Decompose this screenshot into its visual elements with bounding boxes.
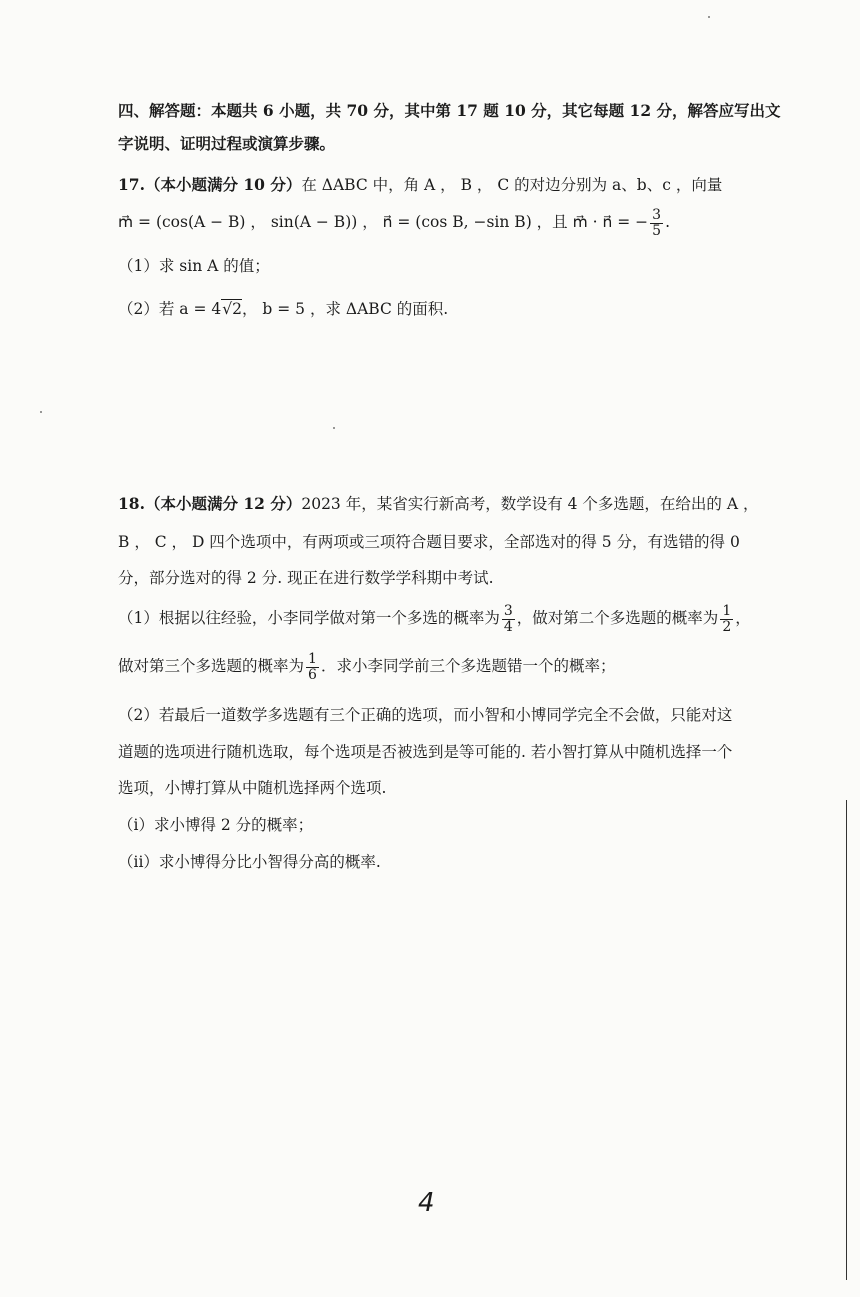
q17-fraction <box>650 208 663 238</box>
frac-den: 2 <box>722 618 732 635</box>
q17-stem <box>118 177 722 194</box>
q18-part2-line3: 选项，小博打算从中随机选择两个选项. <box>118 779 387 797</box>
q18-part2-line2: 道题的选项进行随机选取，每个选项是否被选到是等可能的. 若小智打算从中随机选择一个 <box>118 743 733 761</box>
frac-den: 6 <box>308 666 317 683</box>
q17-part2-b: ， b = 5 ，求 ΔABC 的面积. <box>241 300 449 318</box>
q17-stem-text: 在 ΔABC 中，角 A ， B ， C 的对边分别为 a、b、c ，向量 <box>301 176 723 194</box>
scan-speck <box>333 427 335 429</box>
q18-header: 18.（本小题满分 12 分） <box>118 494 302 513</box>
q17-period: . <box>665 213 670 232</box>
q18-p1-c: ， <box>735 609 751 628</box>
q18-sub-i: （i）求小博得 2 分的概率； <box>118 816 314 834</box>
q17-header: 17.（本小题满分 10 分） <box>118 175 302 194</box>
q17-part2-a: （2）若 a = 4 <box>118 300 222 318</box>
q18-p1-b: ，做对第二个多选题的概率为 <box>516 609 719 628</box>
frac-num: 1 <box>722 603 732 619</box>
q18-sub-ii: （ii）求小博得分比小智得分高的概率. <box>118 853 381 871</box>
page-number: 4 <box>418 1188 435 1218</box>
q18-frac-3-4 <box>502 604 515 634</box>
q18-part2-line1: （2）若最后一道数学多选题有三个正确的选项，而小智和小博同学完全不会做，只能对这 <box>118 706 733 724</box>
q18-frac-1-2 <box>720 604 733 634</box>
q17-sqrt: √2 <box>222 300 242 318</box>
q17-part2 <box>118 302 448 318</box>
frac-num: 1 <box>308 651 317 667</box>
q18-part1-line1 <box>118 604 751 634</box>
q18-line3: 分，部分选对的得 2 分. 现正在进行数学学科期中考试. <box>118 569 494 587</box>
frac-den: 4 <box>503 618 513 635</box>
section-heading-line1: 四、解答题：本题共 6 小题，共 70 分，其中第 17 题 10 分，其它每题 12 分，解答应写出文 <box>118 101 781 120</box>
q18-frac-1-6 <box>306 652 319 682</box>
q17-vectors-text: m⃗ = (cos(A − B) ， sin(A − B)) ， n⃗ = (cos B, −sin B) ，且 m⃗ · n⃗ = − <box>118 213 649 232</box>
q18-part1-line2 <box>118 652 615 682</box>
q18-p1-d: 做对第三个多选题的概率为 <box>118 657 305 676</box>
q17-vectors <box>118 208 670 238</box>
frac-num: 3 <box>503 603 513 619</box>
scan-speck <box>40 411 42 413</box>
section-heading-line2: 字说明、证明过程或演算步骤。 <box>118 134 336 153</box>
q17-frac-num: 3 <box>652 207 662 223</box>
scan-edge-line <box>846 800 847 1280</box>
q18-line1 <box>118 496 758 513</box>
q18-p1-a: （1）根据以往经验，小李同学做对第一个多选的概率为 <box>118 609 500 628</box>
q17-frac-den: 5 <box>652 222 662 239</box>
q18-p1-e: ．求小李同学前三个多选题错一个的概率； <box>320 657 616 676</box>
q17-part1: （1）求 sin A 的值； <box>118 257 270 275</box>
scan-speck <box>708 16 710 18</box>
q18-line2: B ， C ， D 四个选项中，有两项或三项符合题目要求，全部选对的得 5 分，有选错的得 0 <box>118 533 740 551</box>
q18-line1-text: 2023 年，某省实行新高考，数学设有 4 个多选题，在给出的 A ， <box>301 495 759 513</box>
